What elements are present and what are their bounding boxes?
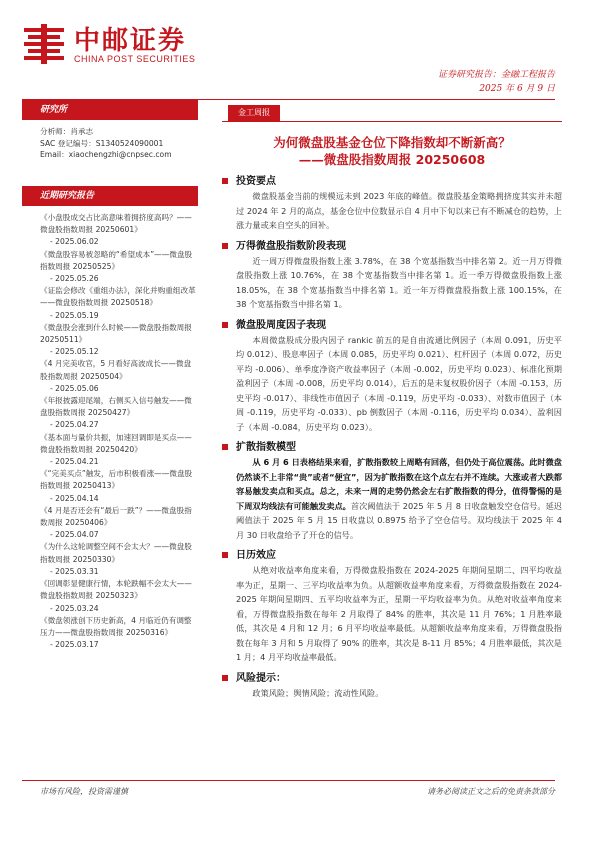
analyst-name: 分析师：肖承志 <box>40 127 94 136</box>
section-diffusion-model <box>222 440 562 542</box>
footer-risk-note: 市场有风险，投资需谨慎 <box>40 787 128 796</box>
footer-disclaimer: 请务必阅读正文之后的免责条款部分 <box>427 787 555 796</box>
section-body: 本周微盘股成分股内因子 rankic 前五的是自由流通比例因子（本周 0.091，历史平均 0.012）、股息率因子（本周 0.085，历史平均 0.021）、杠杆因子（本周 0.072，历史平均 -0.006）、单季度净资产收益率因子（本周 -0.002，历史平均 0.023）、标准化预期盈利因子（本周 -0.008，历史平均 0.014），后五的是未复权股价因子（本周 -0.153，历史平均 -0.017）、非线性市值因子（本周 -0.119，历史平均 -0.033）、对数市值因子（本周 -0.119，历史平均 -0.033）、pb 倒数因子（本周 -0.116，历史平均 0.034）、盈利因子（本周 -0.084，历史平均 0.023）。 <box>236 334 562 432</box>
footer-divider <box>22 780 555 781</box>
section-heading: 风险提示： <box>222 671 562 686</box>
list-item[interactable]: 《回调彰显健康行情，本轮跌幅不会太大——微盘股指数周报 20250323》 - 2025.03.24 <box>40 579 192 613</box>
category-divider <box>222 121 562 122</box>
section-body: 政策风险；舆情风险；流动性风险。 <box>252 687 384 698</box>
section-calendar-effect <box>222 548 562 665</box>
list-item[interactable]: 《4 月是否还会有“最后一跌”？——微盘股指数周报 20250406》 - 2025.04.07 <box>40 505 192 540</box>
list-item[interactable]: 《微盘领涨创下历史新高，4 月临近仍有调整压力——微盘股指数周报 20250316》 - 2025.03.17 <box>40 615 192 650</box>
list-item[interactable]: 《小盘股成交占比高意味着拥挤度高吗？——微盘股指数周报 20250601》 - 2025.06.02 <box>40 213 192 247</box>
researcher-section-title: 研究所 <box>22 100 198 120</box>
brand-name-cn: 中邮证券 <box>74 26 187 56</box>
list-item[interactable]: 《为什么这轮调整空间不会太大？——微盘股指数周报 20250330》 - 2025.03.31 <box>40 542 192 576</box>
list-item[interactable]: 《微盘股容易被忽略的“希望成本”——微盘股指数周报 20250525》 - 2025.05.26 <box>40 249 193 284</box>
analyst-sac: SAC 登记编号：S1340524090001 <box>40 138 164 148</box>
section-heading: 投资要点 <box>222 174 562 189</box>
section-heading: 微盘股周度因子表现 <box>222 318 562 333</box>
section-heading: 日历效应 <box>222 548 562 563</box>
section-body: 从绝对收益率角度来看，万得微盘股指数在 2024-2025 年期间星期二、四平均收益率为正，星期一、三平均收益率为负。从超额收益率角度来看，万得微盘股指数在 2024-2025 年期间星期四、五平均收益率为正，星期一平均收益率为负。从绝对收益率角度来看，万得微盘股指数在每年 2 月取得了 84% 的胜率，其次是 11 月 76%；1 月胜率最低，其次是 4 月和 12 月；6 月平均收益率最低。从超额收益率角度来看，万得微盘股指数在每年 3 月和 5 月取得了 90% 的胜率，其次是 8-11 月 85%；4 月胜率最低，其次是 1 月；4 月平均收益率最低。 <box>236 565 562 662</box>
category-tag: 金工周报 <box>228 105 280 121</box>
section-body: 从 6 月 6 日表格结果来看，扩散指数较上周略有回落，但仍处于高位震荡。此时微盘仍然谈不上非常“贵”或者“便宜”，因为扩散指数在这个点左右并不连续。大涨或者大跌都容易触发卖点和买点。总之，未来一周的走势仍然会左右扩散指数的得分，值得警惕的是下周双均线法有可能触发卖点。首次阈值法于 2025 年 5 月 8 日收盘触发空仓信号。延迟阈值法于 2025 年 5 月 15 日收盘以 0.8975 给予了空仓信号。双均线法于 2025 年 4 月 30 日收盘给予了开仓的信号。 <box>236 457 562 540</box>
related-reports-title: 近期研究报告 <box>22 186 198 206</box>
section-body: 近一周万得微盘股指数上涨 3.78%，在 38 个宽基指数当中排名第 2。近一月万得微盘股指数上涨 10.76%，在 38 个宽基指数当中排名第 1。近一季万得微盘股指数上涨 18.05%，在 38 个宽基指数当中排名第 1。近一年万得微盘股指数上涨 100.15%，在 38 个宽基指数当中排名第 1。 <box>236 255 562 309</box>
logo-emblem-icon <box>22 22 66 66</box>
list-item[interactable]: 《微盘股会涨到什么时候——微盘股指数周报 20250511》 - 2025.05.12 <box>40 322 192 357</box>
analyst-info <box>22 120 198 186</box>
section-investment-points <box>222 174 562 233</box>
related-reports-list <box>22 206 198 651</box>
section-factor-performance <box>222 318 562 435</box>
list-item[interactable]: 《证监会修改《重组办法》，深化并购重组改革——微盘股指数周报 20250518》 - 2025.05.19 <box>40 286 196 320</box>
brand-name-en: CHINA POST SECURITIES <box>74 54 196 64</box>
section-heading: 万得微盘股指数阶段表现 <box>222 239 562 254</box>
company-logo <box>22 20 222 70</box>
sidebar <box>22 100 198 651</box>
header-meta <box>438 68 555 96</box>
list-item[interactable]: 《年报披露迎尾端，右侧买入信号触发——微盘股指数周报 20250427》 - 2025.04.27 <box>40 396 192 430</box>
section-risk <box>222 671 562 701</box>
list-item[interactable]: 《基本面与量价共振，加速回调即是买点——微盘股指数周报 20250420》 - 2025.04.21 <box>40 432 192 467</box>
page-title: 为何微盘股基金仓位下降指数却不断新高？ ——微盘股指数周报 20250608 <box>273 135 511 167</box>
section-index-performance <box>222 239 562 312</box>
list-item[interactable]: 《“完美买点”触发，后市积极看涨——微盘股指数周报 20250413》 - 2025.04.14 <box>40 469 193 503</box>
list-item[interactable]: 《4 月完美收官，5 月看好高波成长——微盘股指数周报 20250504》 - 2025.05.06 <box>40 359 192 393</box>
report-date: 2025 年 6 月 9 日 <box>479 84 555 94</box>
section-body: 微盘股基金当前的规模远未到 2023 年底的峰值。微盘股基金策略拥挤度其实并未超过 2024 年 2 月的高点，基金仓位中位数显示自 4 月中下旬以来已有不断减仓的趋势，上涨力量或来自空头的回补。 <box>236 191 562 230</box>
main-content <box>222 100 562 700</box>
section-heading: 扩散指数模型 <box>222 440 562 455</box>
report-type: 证券研究报告：金融工程报告 <box>437 70 555 80</box>
analyst-email[interactable]: Email：xiaochengzhi@cnpsec.com <box>40 150 172 159</box>
